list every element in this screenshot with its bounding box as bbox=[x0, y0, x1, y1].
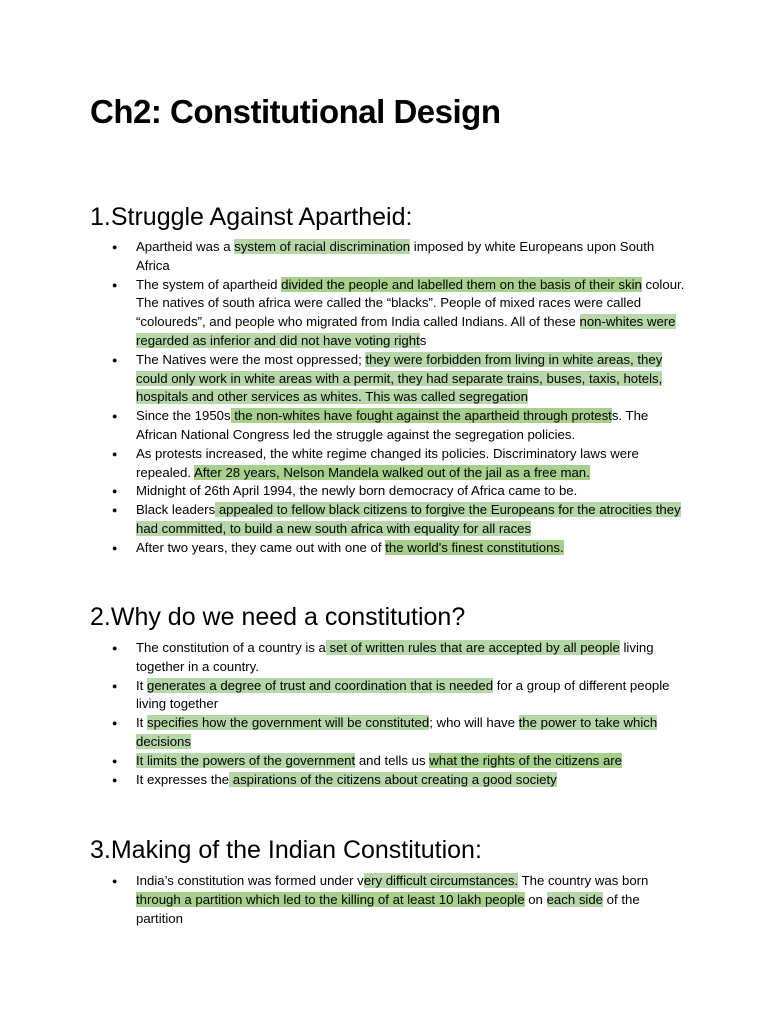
section-heading-3: 3.Making of the Indian Constitution: bbox=[90, 836, 482, 864]
list-item: ● Apartheid was a system of racial discrimination imposed by white Europeans upon South Africa bbox=[110, 238, 690, 276]
list-item: ● It limits the powers of the government and tells us what the rights of the citizens are bbox=[110, 752, 690, 771]
page-title: Ch2: Constitutional Design bbox=[90, 93, 501, 130]
list-item: ● As protests increased, the white regime changed its policies. Discriminatory laws were repealed. After 28 years, Nelson Mandela walked out of the jail as a free man. bbox=[110, 445, 690, 483]
section-heading-1: 1.Struggle Against Apartheid: bbox=[90, 203, 413, 231]
list-item: ● The constitution of a country is a set of written rules that are accepted by all people living together in a country. bbox=[110, 639, 690, 677]
list-item: ● India’s constitution was formed under very difficult circumstances. The country was born through a partition which led to the killing of at least 10 lakh people on each side of the partition bbox=[110, 872, 690, 928]
list-item: ● Black leaders appealed to fellow black citizens to forgive the Europeans for the atrocities they had committed, to build a new south africa with equality for all races bbox=[110, 501, 690, 539]
list-item: ● Since the 1950s the non-whites have fought against the apartheid through protests. The African National Congress led the struggle against the segregation policies. bbox=[110, 407, 690, 445]
section-list-2 bbox=[110, 639, 690, 789]
list-item: ● It expresses the aspirations of the citizens about creating a good society bbox=[110, 771, 690, 790]
list-item: ● It specifies how the government will be constituted; who will have the power to take which decisions bbox=[110, 714, 690, 752]
section-list-3 bbox=[110, 872, 690, 928]
list-item: ● It generates a degree of trust and coordination that is needed for a group of different people living together bbox=[110, 677, 690, 715]
list-item: ● Midnight of 26th April 1994, the newly born democracy of Africa came to be. bbox=[110, 482, 690, 501]
section-heading-2: 2.Why do we need a constitution? bbox=[90, 603, 466, 631]
section-list-1 bbox=[110, 238, 690, 558]
list-item: ● The system of apartheid divided the people and labelled them on the basis of their skin colour. The natives of south africa were called the “blacks”. People of mixed races were called “coloureds”, and people who migrated from India called Indians. All of these non-whites were regarded as inferior and did not have voting rights bbox=[110, 276, 690, 351]
list-item: ● The Natives were the most oppressed; they were forbidden from living in white areas, they could only work in white areas with a permit, they had separate trains, buses, taxis, hotels, hospitals and other services as whites. This was called segregation bbox=[110, 351, 690, 407]
list-item: ● After two years, they came out with one of the world's finest constitutions. bbox=[110, 539, 690, 558]
